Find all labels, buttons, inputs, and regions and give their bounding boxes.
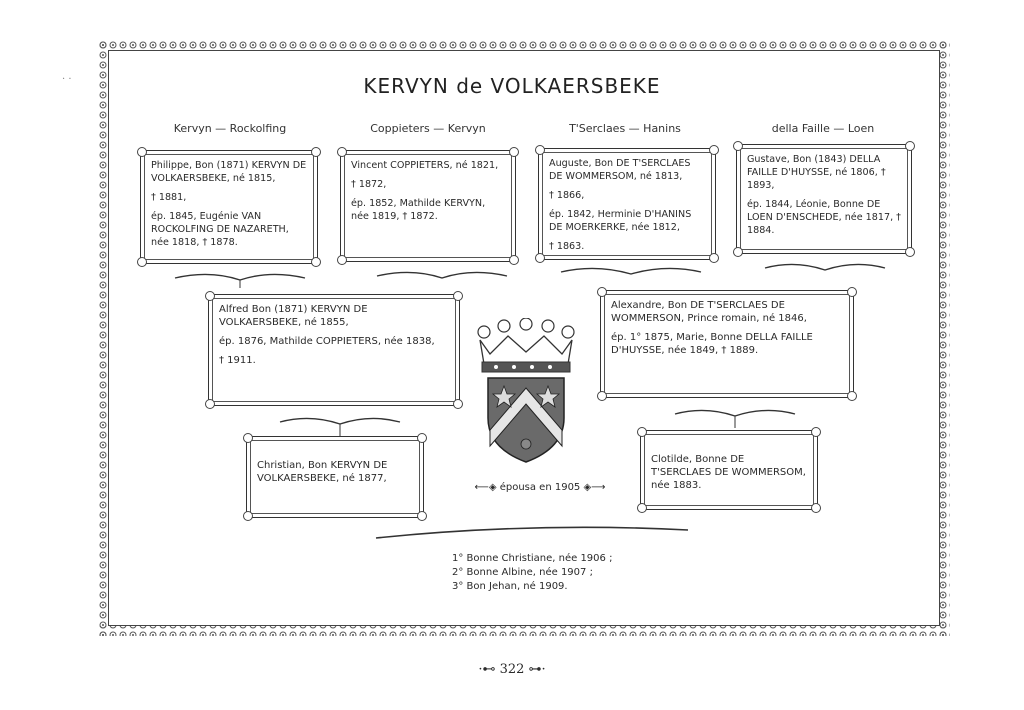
ancestor-box (340, 150, 516, 262)
connector-swash (275, 412, 405, 436)
ancestor-text: † 1866, (549, 190, 585, 201)
ancestor-text: Auguste, Bon DE T'SERCLAES DE WOMMERSOM, né 1813, (549, 158, 691, 182)
page-number-text: 322 (499, 662, 525, 677)
connector-swash (372, 266, 512, 286)
ancestor-text: ép. 1842, Herminie D'HANINS DE MOERKERKE, née 1812, (549, 209, 692, 233)
ancestor-text: ép. 1845, Eugénie VAN ROCKOLFING DE NAZARETH, née 1818, † 1878. (151, 211, 289, 248)
ancestor-text: † 1872, (351, 179, 387, 190)
spouse-box-wife (640, 430, 818, 510)
spouse-box-husband (246, 436, 424, 518)
page-title: KERVYN de VOLKAERSBEKE (363, 74, 661, 98)
child-entry: 2° Bonne Albine, née 1907 ; (452, 567, 593, 578)
ink-speck: · · (62, 74, 72, 85)
ancestor-text: † 1863. (549, 241, 585, 252)
right-arrow-icon: ◈⟶ (583, 482, 606, 493)
ancestor-text: ép. 1852, Mathilde KERVYN, née 1819, † 1872. (351, 198, 486, 222)
spouse-text: Christian, Bon KERVYN DE VOLKAERSBEKE, né 1877, (257, 460, 388, 484)
page-number (0, 662, 1024, 677)
child-entry: 1° Bonne Christiane, née 1906 ; (452, 553, 613, 564)
ancestor-text: Vincent COPPIETERS, né 1821, (351, 160, 499, 171)
ancestor-text: ép. 1844, Léonie, Bonne DE LOEN D'ENSCHEDE, née 1817, † 1884. (747, 199, 901, 236)
ancestor-text: Gustave, Bon (1843) DELLA FAILLE D'HUYSSE, né 1806, † 1893, (747, 154, 886, 191)
parent-box (208, 294, 460, 406)
ancestor-text: † 1881, (151, 192, 187, 203)
ancestor-box (140, 150, 318, 264)
ancestor-text: Philippe, Bon (1871) KERVYN DE VOLKAERSBEKE, né 1815, (151, 160, 307, 184)
parent-text: † 1911. (219, 355, 256, 366)
connector-swash (170, 268, 310, 288)
connector-swash (670, 404, 800, 428)
column-heading: Kervyn — Rockolfing (173, 122, 287, 135)
children-swash (372, 524, 692, 544)
parent-text: Alfred Bon (1871) KERVYN DE VOLKAERSBEKE, né 1855, (219, 304, 368, 328)
ancestor-box (736, 144, 912, 254)
marriage-note (460, 482, 620, 493)
marriage-text: épousa en 1905 (499, 482, 581, 493)
connector-swash (760, 258, 890, 278)
ancestor-box (538, 148, 716, 260)
coat-of-arms-icon (470, 318, 582, 466)
column-heading: T'Serclaes — Hanins (569, 122, 681, 135)
child-entry: 3° Bon Jehan, né 1909. (452, 581, 568, 592)
parent-text: ép. 1° 1875, Marie, Bonne DELLA FAILLE D'HUYSSE, née 1849, † 1889. (611, 332, 813, 356)
connector-swash (556, 262, 706, 282)
spouse-text: Clotilde, Bonne DE T'SERCLAES DE WOMMERSOM, née 1883. (651, 454, 806, 491)
column-heading: Coppieters — Kervyn (370, 122, 486, 135)
ornament-icon: ·⊷ (478, 662, 500, 677)
parent-box (600, 290, 854, 398)
left-arrow-icon: ⟵◈ (474, 482, 497, 493)
ornament-icon: ⊶· (528, 662, 546, 677)
children-list (452, 552, 612, 594)
parent-text: Alexandre, Bon DE T'SERCLAES DE WOMMERSON, Prince romain, né 1846, (611, 300, 807, 324)
column-heading: della Faille — Loen (771, 122, 875, 135)
parent-text: ép. 1876, Mathilde COPPIETERS, née 1838, (219, 336, 435, 347)
